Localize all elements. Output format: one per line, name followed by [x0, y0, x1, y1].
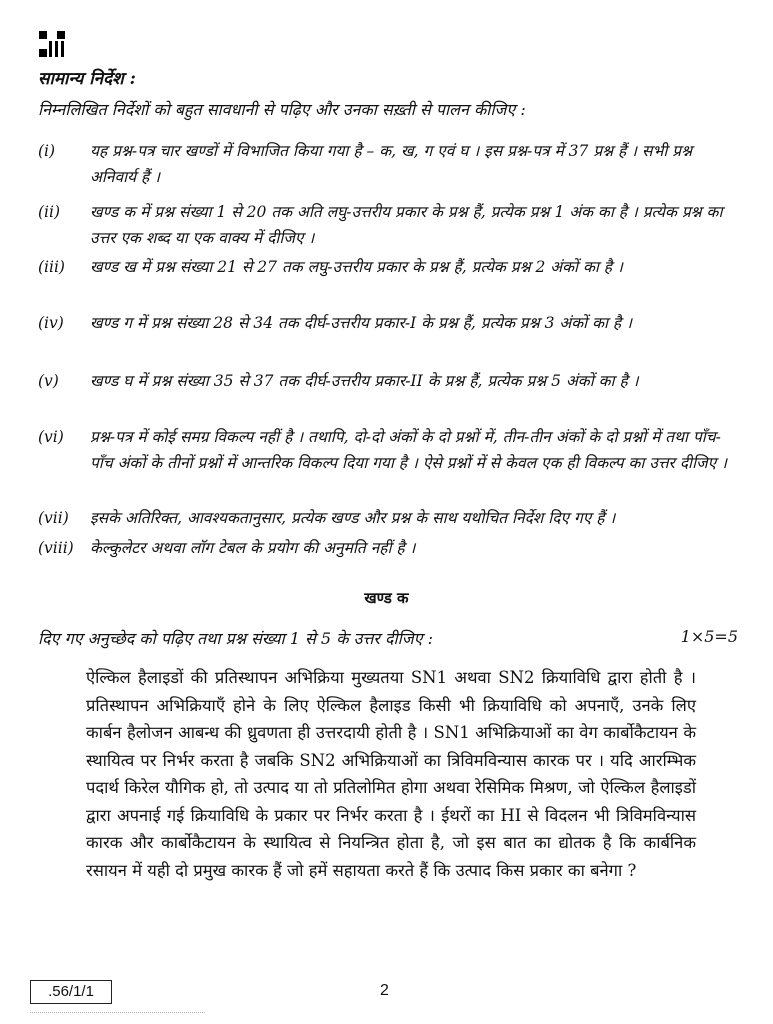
passage-instruction-text: दिए गए अनुच्छेद को पढ़िए तथा प्रश्न संख्या 1 से 5 के उत्तर दीजिए : [38, 629, 434, 648]
instruction-number: (iii) [38, 258, 65, 276]
instruction-text: खण्ड घ में प्रश्न संख्या 35 से 37 तक दीर्घ-उत्तरीय प्रकार-II के प्रश्न हैं, प्रत्येक प्रश्न 5 अंकों का है । [90, 372, 639, 390]
instruction-text: इसके अतिरिक्त, आवश्यकतानुसार, प्रत्येक खण्ड और प्रश्न के साथ यथोचित निर्देश दिए गए हैं । [90, 509, 616, 527]
instruction-number: (vii) [38, 509, 69, 527]
instruction-text: खण्ड ख में प्रश्न संख्या 21 से 27 तक लघु-उत्तरीय प्रकार के प्रश्न हैं, प्रत्येक प्रश्न 2 अंकों का है । [90, 258, 623, 276]
instruction-number: (i) [38, 142, 56, 160]
instruction-text: प्रश्न-पत्र में कोई समग्र विकल्प नहीं है । तथापि, दो-दो अंकों के दो प्रश्नों में, तीन-तीन अंकों के दो प्रश्नों में तथा पाँच-पाँच अंकों के तीनों प्रश्नों में आन्तरिक विकल्प दिया गया है । ऐसे प्रश्नों में से केवल एक ही विकल्प का उत्तर दीजिए । [90, 428, 727, 472]
instruction-item [38, 199, 738, 251]
instruction-item [38, 505, 738, 531]
instruction-number: (ii) [38, 203, 61, 221]
general-instructions-heading: सामान्य निर्देश : [38, 69, 136, 89]
instruction-item [38, 310, 738, 336]
qr-code-icon [38, 30, 66, 58]
instruction-text: केल्कुलेटर अथवा लॉग टेबल के प्रयोग की अनुमति नहीं है । [90, 539, 416, 557]
instruction-item [38, 368, 738, 394]
section-title: खण्ड क [364, 589, 409, 607]
passage-text: ऐल्किल हैलाइडों की प्रतिस्थापन अभिक्रिया मुख्यतया SN1 अथवा SN2 क्रियाविधि द्वारा होती है । प्रतिस्थापन अभिक्रियाएँ होने के लिए ऐल्किल हैलाइड किसी भी क्रियाविधि को अपनाएँ, उनके लिए कार्बन हैलोजन आबन्ध की ध्रुवणता ही उत्तरदायी होती है । SN1 अभिक्रियाओं का वेग कार्बोकैटायन के स्थायित्व पर निर्भर करता है जबकि SN2 अभिक्रियाओं का त्रिविमविन्यास कारक पर । यदि आरम्भिक पदार्थ किरेल यौगिक हो, तो उत्पाद या तो प्रतिलोमित होगा अथवा रेसिमिक मिश्रण, जो ऐल्किल हैलाइडों द्वारा अपनाई गई क्रियाविधि के प्रकार पर निर्भर करता है । ईथरों का HI से विदलन भी त्रिविमविन्यास कारक और कार्बोकैटायन के स्थायित्व से नियन्त्रित होता है, जो इस बात का द्योतक है कि कार्बनिक रसायन में यही दो प्रमुख कारक हैं जो हमें सहायता करते हैं कि उत्पाद किस प्रकार का बनेगा ? [86, 668, 696, 880]
instruction-text: यह प्रश्न-पत्र चार खण्डों में विभाजित किया गया है – क, ख, ग एवं घ । इस प्रश्न-पत्र में 37 प्रश्न हैं । सभी प्रश्न अनिवार्य हैं । [90, 142, 693, 186]
instruction-text: खण्ड क में प्रश्न संख्या 1 से 20 तक अति लघु-उत्तरीय प्रकार के प्रश्न हैं, प्रत्येक प्रश्न 1 अंक का है । प्रत्येक प्रश्न का उत्तर एक शब्द या एक वाक्य में दीजिए । [90, 203, 723, 247]
instructions-subheading: निम्नलिखित निर्देशों को बहुत सावधानी से पढ़िए और उनका सख़्ती से पालन कीजिए : [38, 100, 526, 119]
paper-code-box: .56/1/1 [30, 980, 112, 1004]
marks-label: 1×5=5 [680, 627, 738, 646]
instruction-item [38, 138, 738, 190]
instruction-text: खण्ड ग में प्रश्न संख्या 28 से 34 तक दीर्घ-उत्तरीय प्रकार-I के प्रश्न हैं, प्रत्येक प्रश्न 3 अंकों का है । [90, 314, 632, 332]
instruction-number: (vi) [38, 428, 64, 446]
instruction-number: (viii) [38, 539, 74, 557]
instruction-number: (iv) [38, 314, 64, 332]
instruction-number: (v) [38, 372, 59, 390]
passage-instruction [38, 627, 738, 649]
instruction-item [38, 424, 738, 476]
instruction-item [38, 535, 738, 561]
footer-divider [30, 1012, 205, 1013]
page-number: 2 [380, 982, 389, 999]
instruction-item [38, 254, 738, 280]
